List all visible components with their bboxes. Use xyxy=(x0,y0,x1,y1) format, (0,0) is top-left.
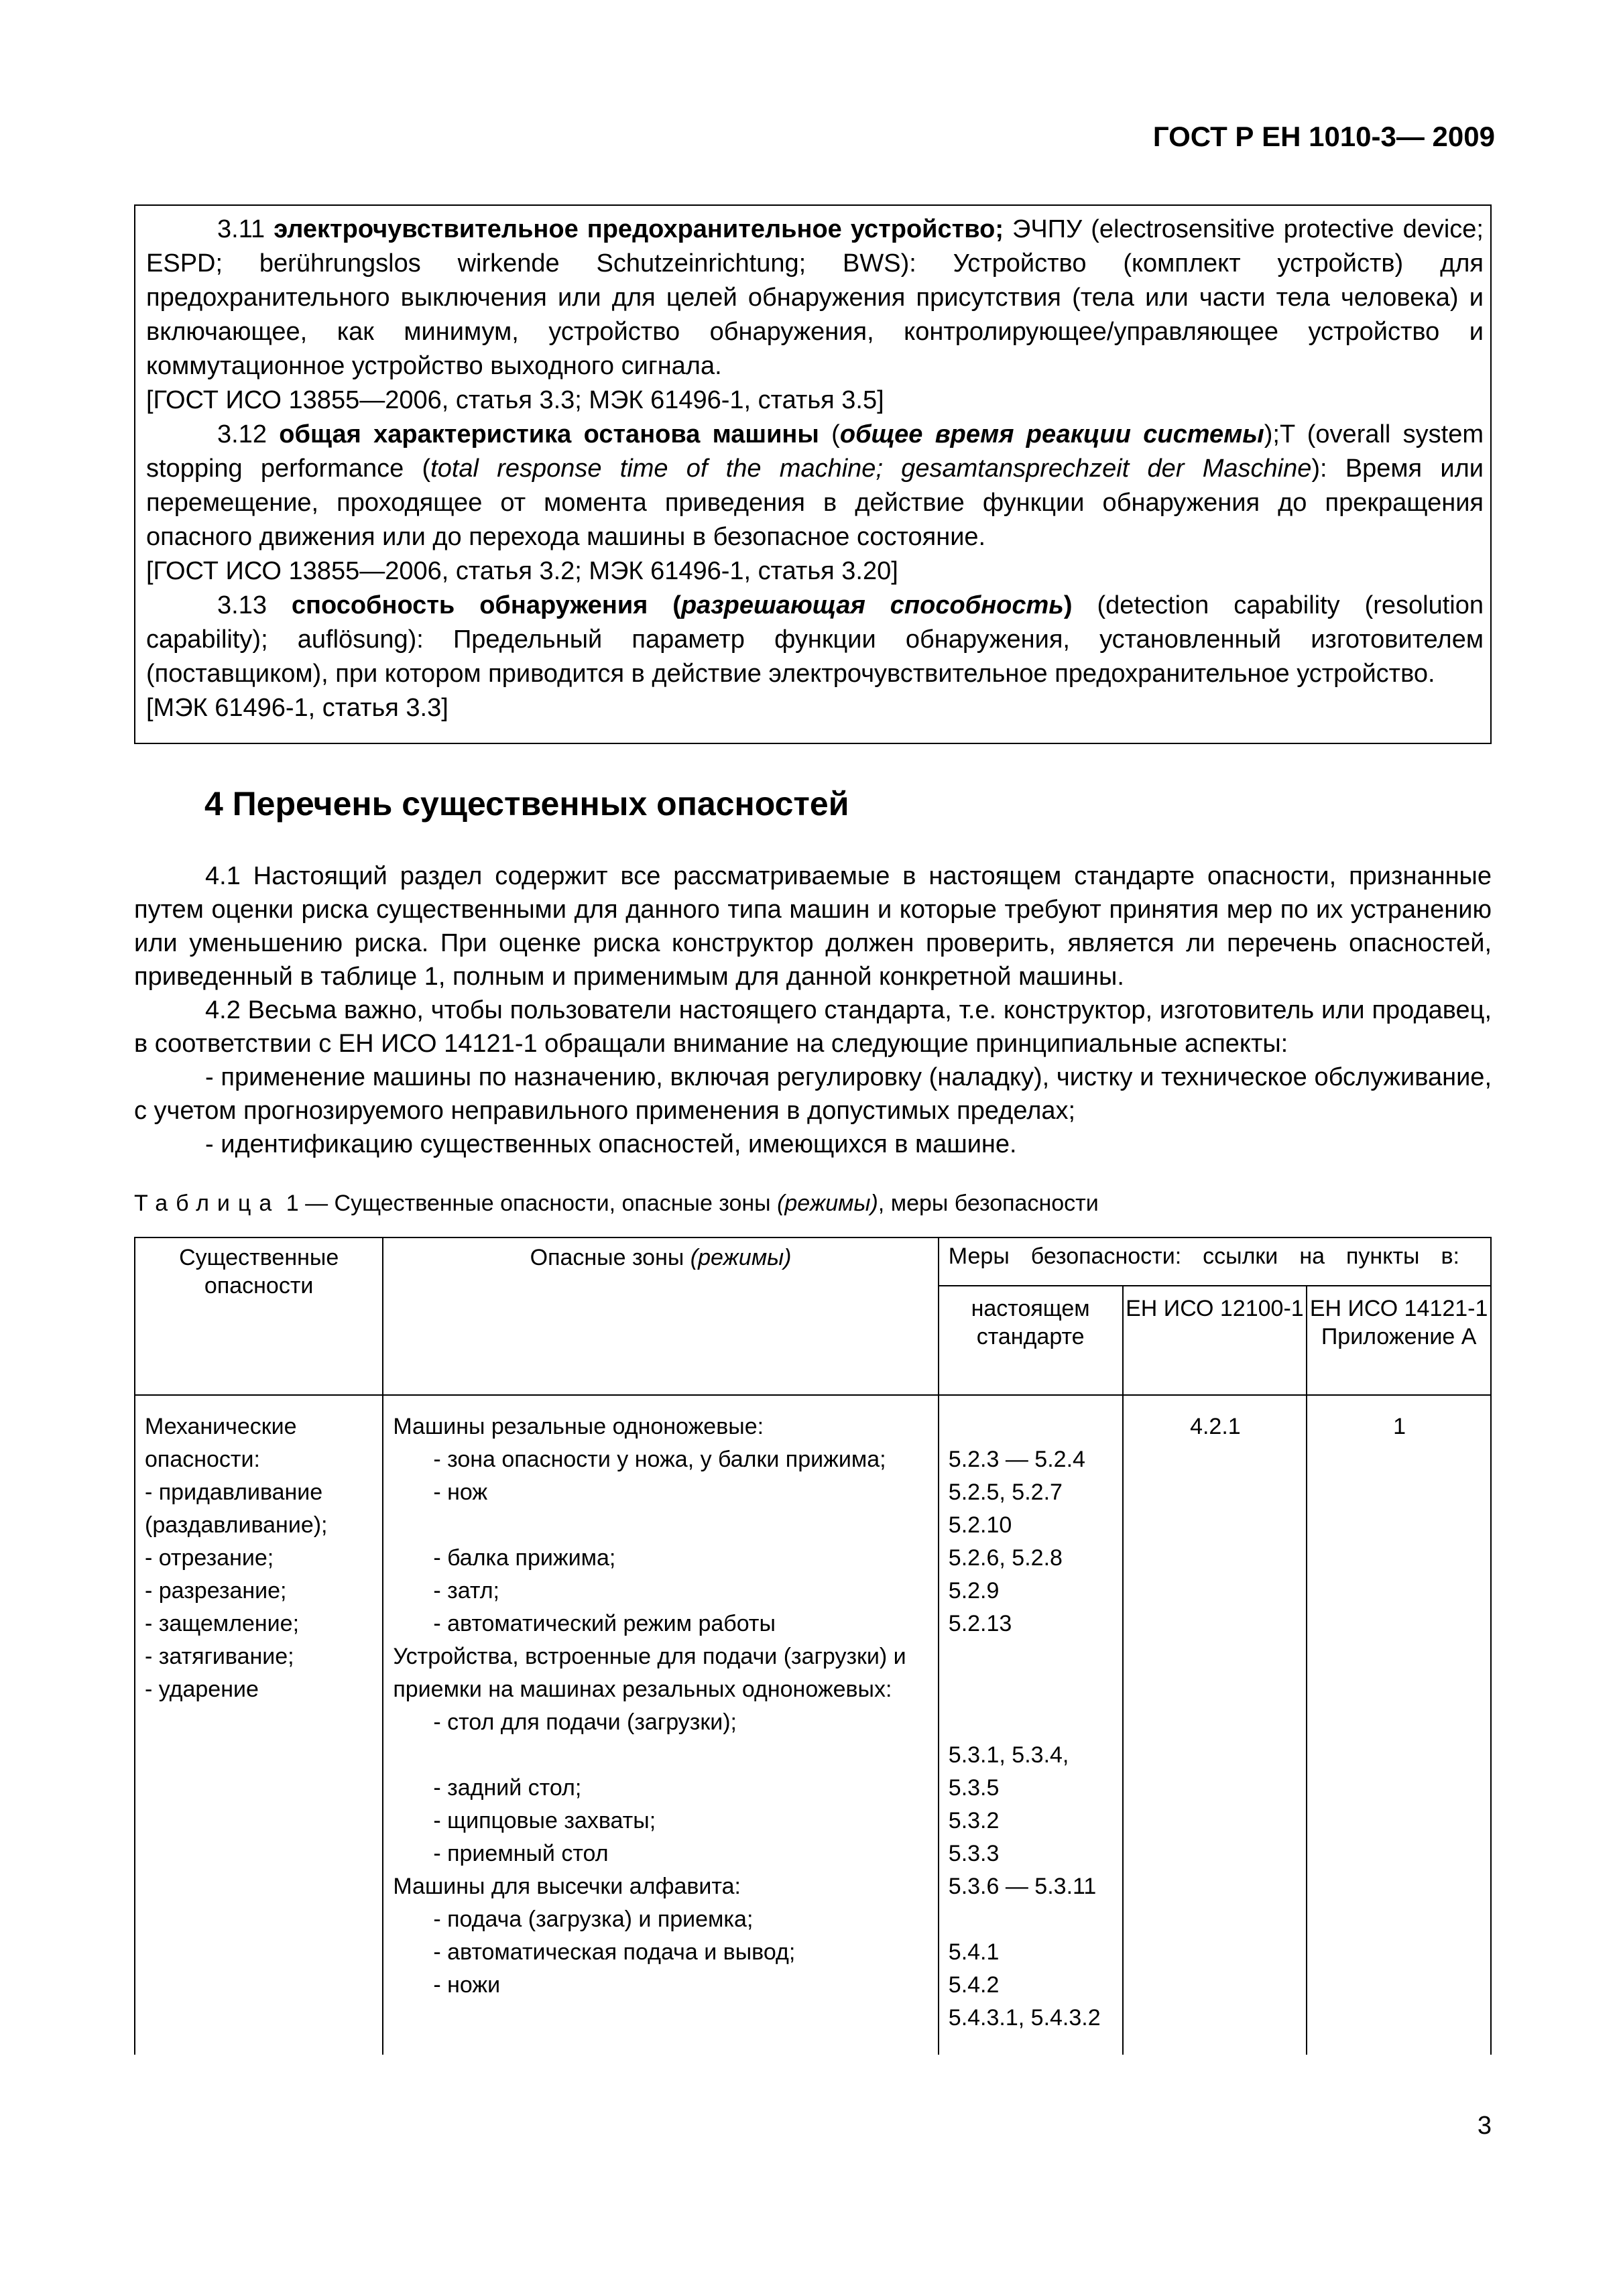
list-item: - идентификацию существенных опасностей, имеющихся в машине. xyxy=(205,1130,1017,1158)
definition-3-11 xyxy=(146,213,1484,383)
hazard-line: - затягивание; xyxy=(145,1644,294,1669)
zone-line: - затл; xyxy=(433,1578,499,1604)
definition-term: общая характеристика останова машины xyxy=(279,420,819,448)
definition-text: (detection capability (resolution capability); auflösung): Предельный параметр функции обнаружения, установленный изготовителем (поставщиком), при котором приводится в действие электрочувствительное предохранительное устройство. xyxy=(146,591,1484,688)
column-header-iso-12100: ЕН ИСО 12100-1 xyxy=(1123,1286,1307,1395)
clause-ref: 5.3.5 xyxy=(948,1775,1000,1801)
section-body xyxy=(134,859,1492,1161)
hazards-table xyxy=(134,1237,1492,2055)
definition-3-13: 3.13 способность обнаружения (разрешающая способность) (detection capability (resolution capability); auflösung): Предельный параметр функции обнаружения, установленный изготовителем (поставщиком), при котором приводится в действие электрочувствительное предохранительное устройство. xyxy=(146,591,1484,688)
clause-ref: 5.2.13 xyxy=(948,1611,1012,1636)
definition-reference: [МЭК 61496-1, статья 3.3] xyxy=(146,694,448,722)
clause-ref: 5.3.1, 5.3.4, xyxy=(948,1742,1069,1768)
column-header-this-standard: настоящем стандарте xyxy=(939,1286,1123,1395)
definition-reference: [ГОСТ ИСО 13855—2006, статья 3.3; МЭК 61496-1, статья 3.5] xyxy=(146,386,884,414)
definition-reference: [ГОСТ ИСО 13855—2006, статья 3.2; МЭК 61496-1, статья 3.20] xyxy=(146,557,898,585)
zone-line: - ножи xyxy=(433,1972,501,1998)
clause-ref: 5.2.6, 5.2.8 xyxy=(948,1545,1063,1571)
page-number: 3 xyxy=(1477,2112,1492,2140)
zone-line: - зона опасности у ножа, у балки прижима; xyxy=(433,1447,886,1472)
clause-ref: 5.4.2 xyxy=(948,1972,1000,1998)
hazards-cell xyxy=(135,1404,383,2055)
definition-text: ЭЧПУ (electrosensitive protective device; ESPD; berührungslos wirkende Schutzeinrichtung; BWS): Устройство (комплект устройств) для предохранительного выключения или для целей обнаружения присутствия (тела или части тела человека) и включающее, как минимум, устройство обнаружения, контролирующее/управляющее устройство и коммутационное устройство выходного сигнала. xyxy=(146,215,1484,380)
zone-line: - приемный стол xyxy=(433,1841,609,1866)
iso-12100-ref: 4.2.1 xyxy=(1123,1404,1307,2055)
section-heading: 4 Перечень существенных опасностей xyxy=(204,785,849,823)
hazard-line: - защемление; xyxy=(145,1611,300,1636)
clause-ref xyxy=(949,1903,1114,1936)
hazard-line: Механические опасности: xyxy=(145,1414,297,1472)
clause-ref: 5.2.3 — 5.2.4 xyxy=(948,1447,1085,1472)
column-header-iso-14121: ЕН ИСО 14121-1 Приложение А xyxy=(1307,1286,1491,1395)
zone-line: - балка прижима; xyxy=(433,1545,616,1571)
zone-line: - стол для подачи (загрузки); xyxy=(433,1709,737,1735)
definition-number: 3.13 xyxy=(217,591,267,619)
zones-cell xyxy=(383,1404,938,2055)
list-item: - применение машины по назначению, включая регулировку (наладку), чистку и техническое обслуживание, с учетом прогнозируемого неправильного применения в допустимых пределах; xyxy=(134,1063,1492,1125)
clause-ref: 5.4.1 xyxy=(948,1939,1000,1965)
iso-14121-ref: 1 xyxy=(1307,1404,1491,2055)
zone-line: - задний стол; xyxy=(433,1775,582,1801)
hazard-line: - придавливание xyxy=(145,1479,323,1505)
standard-refs-cell xyxy=(939,1404,1123,2055)
definition-3-12: 3.12 общая характеристика останова машины (общее время реакции системы);T (overall system stopping performance (total response time of the machine; gesamtansprechzeit der Maschine): Время или перемещение, проходящее от момента приведения в действие функции обнаружения до прекращения опасного движения или до перехода машины в безопасное состояние. xyxy=(146,420,1484,551)
clause-ref: 5.2.10 xyxy=(948,1512,1012,1538)
definition-term: способность обнаружения xyxy=(291,591,648,619)
clause-ref: 5.3.6 — 5.3.11 xyxy=(948,1874,1097,1899)
paragraph: 4.1 Настоящий раздел содержит все рассматриваемые в настоящем стандарте опасности, признанные путем оценки риска существенными для данного типа машин и которые требуют принятия мер по их устранению или уменьшению риска. При оценке риска конструктор должен проверить, является ли перечень опасностей, приведенный в таблице 1, полным и применимым для данной конкретной машины. xyxy=(134,862,1492,991)
zone-line: - автоматический режим работы xyxy=(433,1611,776,1636)
definition-text: ): Время или перемещение, проходящее от момента приведения в действие функции обнаружения до прекращения опасного движения или до перехода машины в безопасное состояние. xyxy=(146,455,1484,551)
zone-line: Машины для высечки алфавита: xyxy=(393,1874,741,1899)
column-header-hazards: Существенные опасности xyxy=(135,1237,383,1395)
clause-ref: 5.2.9 xyxy=(948,1578,1000,1604)
zone-line: - щипцовые захваты; xyxy=(433,1808,656,1833)
table-row xyxy=(135,1404,1491,2055)
hazard-line: - ударение xyxy=(145,1677,259,1702)
definition-term: электрочувствительное предохранительное устройство; xyxy=(274,215,1004,243)
zone-line: Устройства, встроенные для подачи (загрузки) и приемки на машинах резальных одноножевых: xyxy=(393,1644,906,1702)
definition-term-synonym: разрешающая способность xyxy=(680,591,1064,619)
clause-ref xyxy=(949,1673,1114,1706)
clause-ref: 5.3.3 xyxy=(948,1841,1000,1866)
zone-line: - автоматическая подача и вывод; xyxy=(433,1939,796,1965)
zone-line: - нож xyxy=(433,1479,488,1505)
column-header-measures: Меры безопасности: ссылки на пункты в: xyxy=(939,1237,1491,1286)
table-caption: Таблица 1 — Существенные опасности, опасные зоны (режимы), меры безопасности xyxy=(134,1191,1099,1216)
clause-ref xyxy=(949,1640,1114,1673)
hazard-line: - отрезание; xyxy=(145,1545,274,1571)
zone-line: - подача (загрузка) и приемка; xyxy=(433,1907,754,1932)
column-header-zones: Опасные зоны (режимы) xyxy=(383,1237,938,1395)
hazard-line: - разрезание; xyxy=(145,1578,287,1604)
paragraph: 4.2 Весьма важно, чтобы пользователи настоящего стандарта, т.е. конструктор, изготовитель или продавец, в соответствии с ЕН ИСО 14121-1 обращали внимание на следующие принципиальные аспекты: xyxy=(134,996,1492,1058)
clause-ref xyxy=(949,1706,1114,1739)
clause-ref: 5.3.2 xyxy=(948,1808,1000,1833)
hazard-line: (раздавливание); xyxy=(145,1512,328,1538)
zone-line xyxy=(393,1509,929,1542)
zone-line xyxy=(393,1739,929,1772)
zone-line: Машины резальные одноножевые: xyxy=(393,1414,764,1439)
clause-ref xyxy=(949,1410,1114,1443)
document-header: ГОСТ Р ЕН 1010-3— 2009 xyxy=(1152,121,1495,152)
definition-term-synonym: общее время реакции системы xyxy=(839,420,1264,448)
definition-foreign-term: total response time of the machine; gesamtansprechzeit der Maschine xyxy=(430,455,1312,483)
definitions-box xyxy=(134,204,1492,744)
definition-number: 3.12 xyxy=(217,420,267,448)
clause-ref: 5.2.5, 5.2.7 xyxy=(948,1479,1063,1505)
clause-ref: 5.4.3.1, 5.4.3.2 xyxy=(948,2005,1101,2031)
definition-number: 3.11 xyxy=(217,215,265,243)
